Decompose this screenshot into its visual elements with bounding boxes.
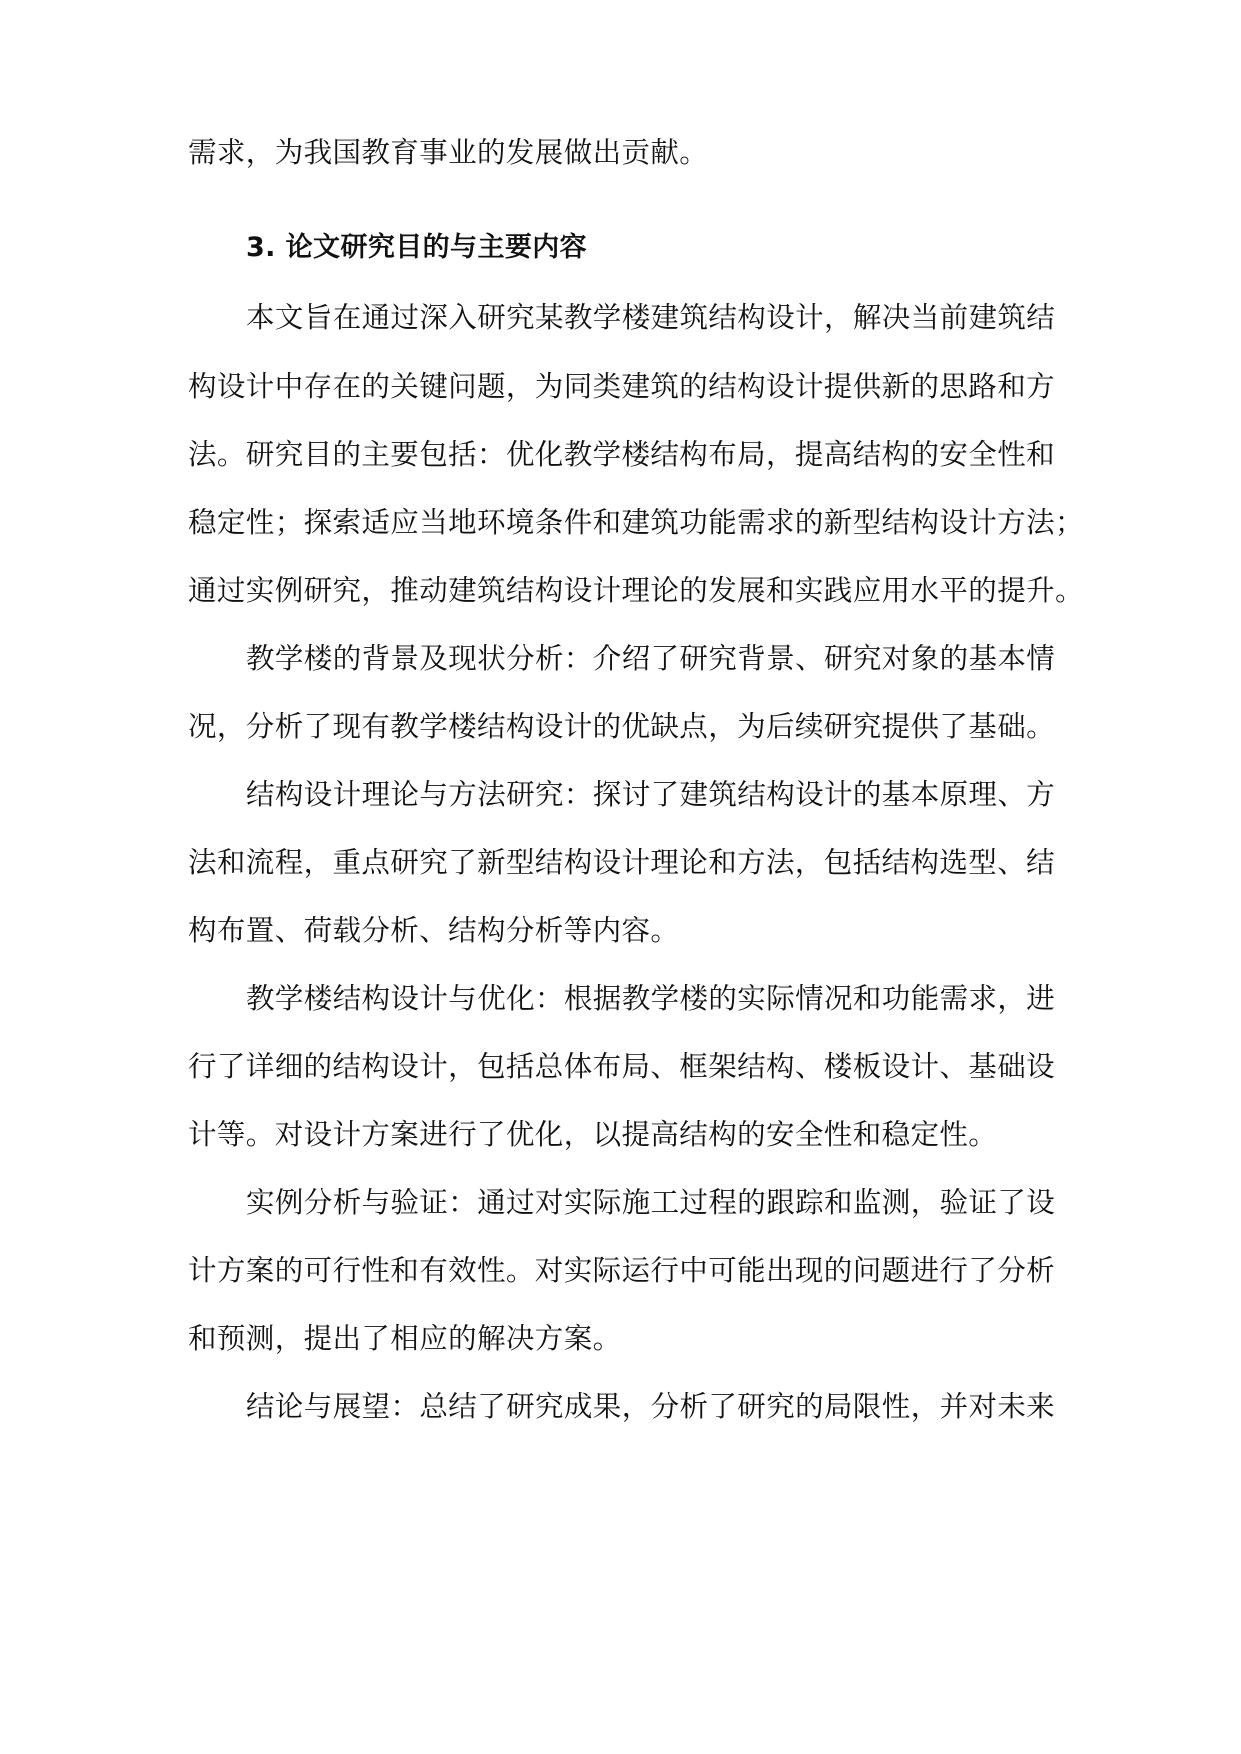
- paragraph-line: 构设计中存在的关键问题，为同类建筑的结构设计提供新的思路和方: [188, 370, 1056, 403]
- paragraph-line: 法。研究目的主要包括：优化教学楼结构布局，提高结构的安全性和: [188, 438, 1056, 471]
- paragraph-line: 计等。对设计方案进行了优化，以提高结构的安全性和稳定性。: [188, 1118, 998, 1151]
- paragraph-line: 法和流程，重点研究了新型结构设计理论和方法，包括结构选型、结: [188, 846, 1056, 879]
- paragraph-line: 构布置、荷载分析、结构分析等内容。: [188, 914, 680, 947]
- continuation-line: 需求，为我国教育事业的发展做出贡献。: [188, 136, 709, 169]
- paragraph-line: 稳定性；探索适应当地环境条件和建筑功能需求的新型结构设计方法；: [188, 506, 1084, 539]
- paragraph-line: 通过实例研究，推动建筑结构设计理论的发展和实践应用水平的提升。: [188, 574, 1084, 607]
- paragraph-line: 和预测，提出了相应的解决方案。: [188, 1322, 622, 1355]
- section-heading: 3. 论文研究目的与主要内容: [246, 232, 588, 263]
- paragraph-line: 结构设计理论与方法研究：探讨了建筑结构设计的基本原理、方: [246, 778, 1056, 811]
- paragraph-line: 教学楼结构设计与优化：根据教学楼的实际情况和功能需求，进: [246, 982, 1056, 1015]
- paragraph-line: 计方案的可行性和有效性。对实际运行中可能出现的问题进行了分析: [188, 1254, 1056, 1287]
- paragraph-line: 实例分析与验证：通过对实际施工过程的跟踪和监测，验证了设: [246, 1186, 1056, 1219]
- paragraph-line: 教学楼的背景及现状分析：介绍了研究背景、研究对象的基本情: [246, 642, 1056, 675]
- paragraph-line: 本文旨在通过深入研究某教学楼建筑结构设计，解决当前建筑结: [246, 301, 1056, 334]
- paragraph-line: 况，分析了现有教学楼结构设计的优缺点，为后续研究提供了基础。: [188, 710, 1056, 743]
- paragraph-line: 行了详细的结构设计，包括总体布局、框架结构、楼板设计、基础设: [188, 1050, 1056, 1083]
- paragraph-line: 结论与展望：总结了研究成果，分析了研究的局限性，并对未来: [246, 1390, 1056, 1423]
